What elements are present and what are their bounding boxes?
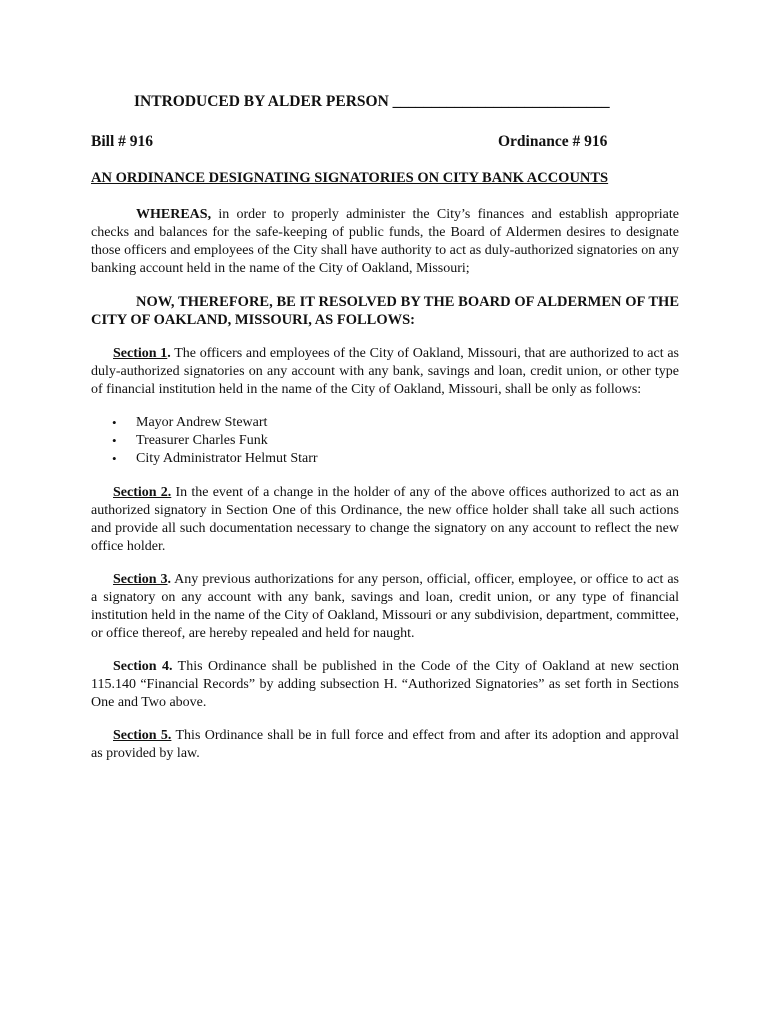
section-4-label: Section 4. [113,659,173,674]
whereas-lead: WHEREAS, [136,207,212,222]
section-5-label: Section 5. [113,728,172,743]
section-1-punct: . [167,346,171,361]
section-3-punct: . [167,572,171,587]
section-3-label: Section 3 [113,572,168,587]
list-item [91,450,651,468]
section-1 [91,345,679,399]
section-1-text: The officers and employees of the City of Oakland, Missouri, that are authorized to act as duly-authorized signatories on any account with any bank, savings and loan, credit union, or other type of financial institution held in the name of the City of Oakland, Missouri, shall be only as follows: [91,346,679,397]
introduced-by-line: INTRODUCED BY ALDER PERSON ____________________________ [134,93,610,110]
whereas-text: in order to properly administer the City’s finances and establish appropriate checks and balances for the safe-keeping of public funds, the Board of Aldermen desires to designate those officers and employees of the City shall have authority to act as duly-authorized signatories on any banking account held in the name of the City of Oakland, Missouri; [91,207,679,276]
officer-name: Mayor Andrew Stewart [136,415,268,430]
bullet-icon: • [112,451,117,466]
section-3-text: Any previous authorizations for any person, official, officer, employee, or office to act as a signatory on any account with any bank, savings and loan, credit union, or any type of financial institution held in the name of the City of Oakland, Missouri or any subdivision, department, committee, or office thereof, are hereby repealed and held for naught. [91,572,679,641]
section-3 [91,571,679,643]
officer-name: City Administrator Helmut Starr [136,451,318,466]
authorized-officers-list [91,414,651,468]
ordinance-number: Ordinance # 916 [498,133,608,150]
bullet-icon: • [112,415,117,430]
ordinance-title: AN ORDINANCE DESIGNATING SIGNATORIES ON CITY BANK ACCOUNTS [91,170,609,186]
section-4 [91,658,679,712]
section-2-text: In the event of a change in the holder of any of the above offices authorized to act as an authorized signatory in Section One of this Ordinance, the new office holder shall take all such actions and provide all such documentation necessary to change the signatory on any account to reflect the new office holder. [91,485,679,554]
section-5 [91,727,679,763]
whereas-paragraph [91,206,679,278]
bill-number: Bill # 916 [91,133,154,150]
officer-name: Treasurer Charles Funk [136,433,268,448]
section-2 [91,484,679,556]
section-1-label: Section 1 [113,346,168,361]
bullet-icon: • [112,433,117,448]
list-item [91,414,651,432]
section-2-label: Section 2. [113,485,172,500]
resolved-clause: NOW, THEREFORE, BE IT RESOLVED BY THE BOARD OF ALDERMEN OF THE CITY OF OAKLAND, MISSOURI, AS FOLLOWS: [91,294,679,328]
list-item [91,432,651,450]
section-4-text: This Ordinance shall be published in the Code of the City of Oakland at new section 115.140 “Financial Records” by adding subsection H. “Authorized Signatories” as set forth in Sections One and Two above. [91,659,679,710]
section-5-text: This Ordinance shall be in full force and effect from and after its adoption and approval as provided by law. [91,728,679,761]
